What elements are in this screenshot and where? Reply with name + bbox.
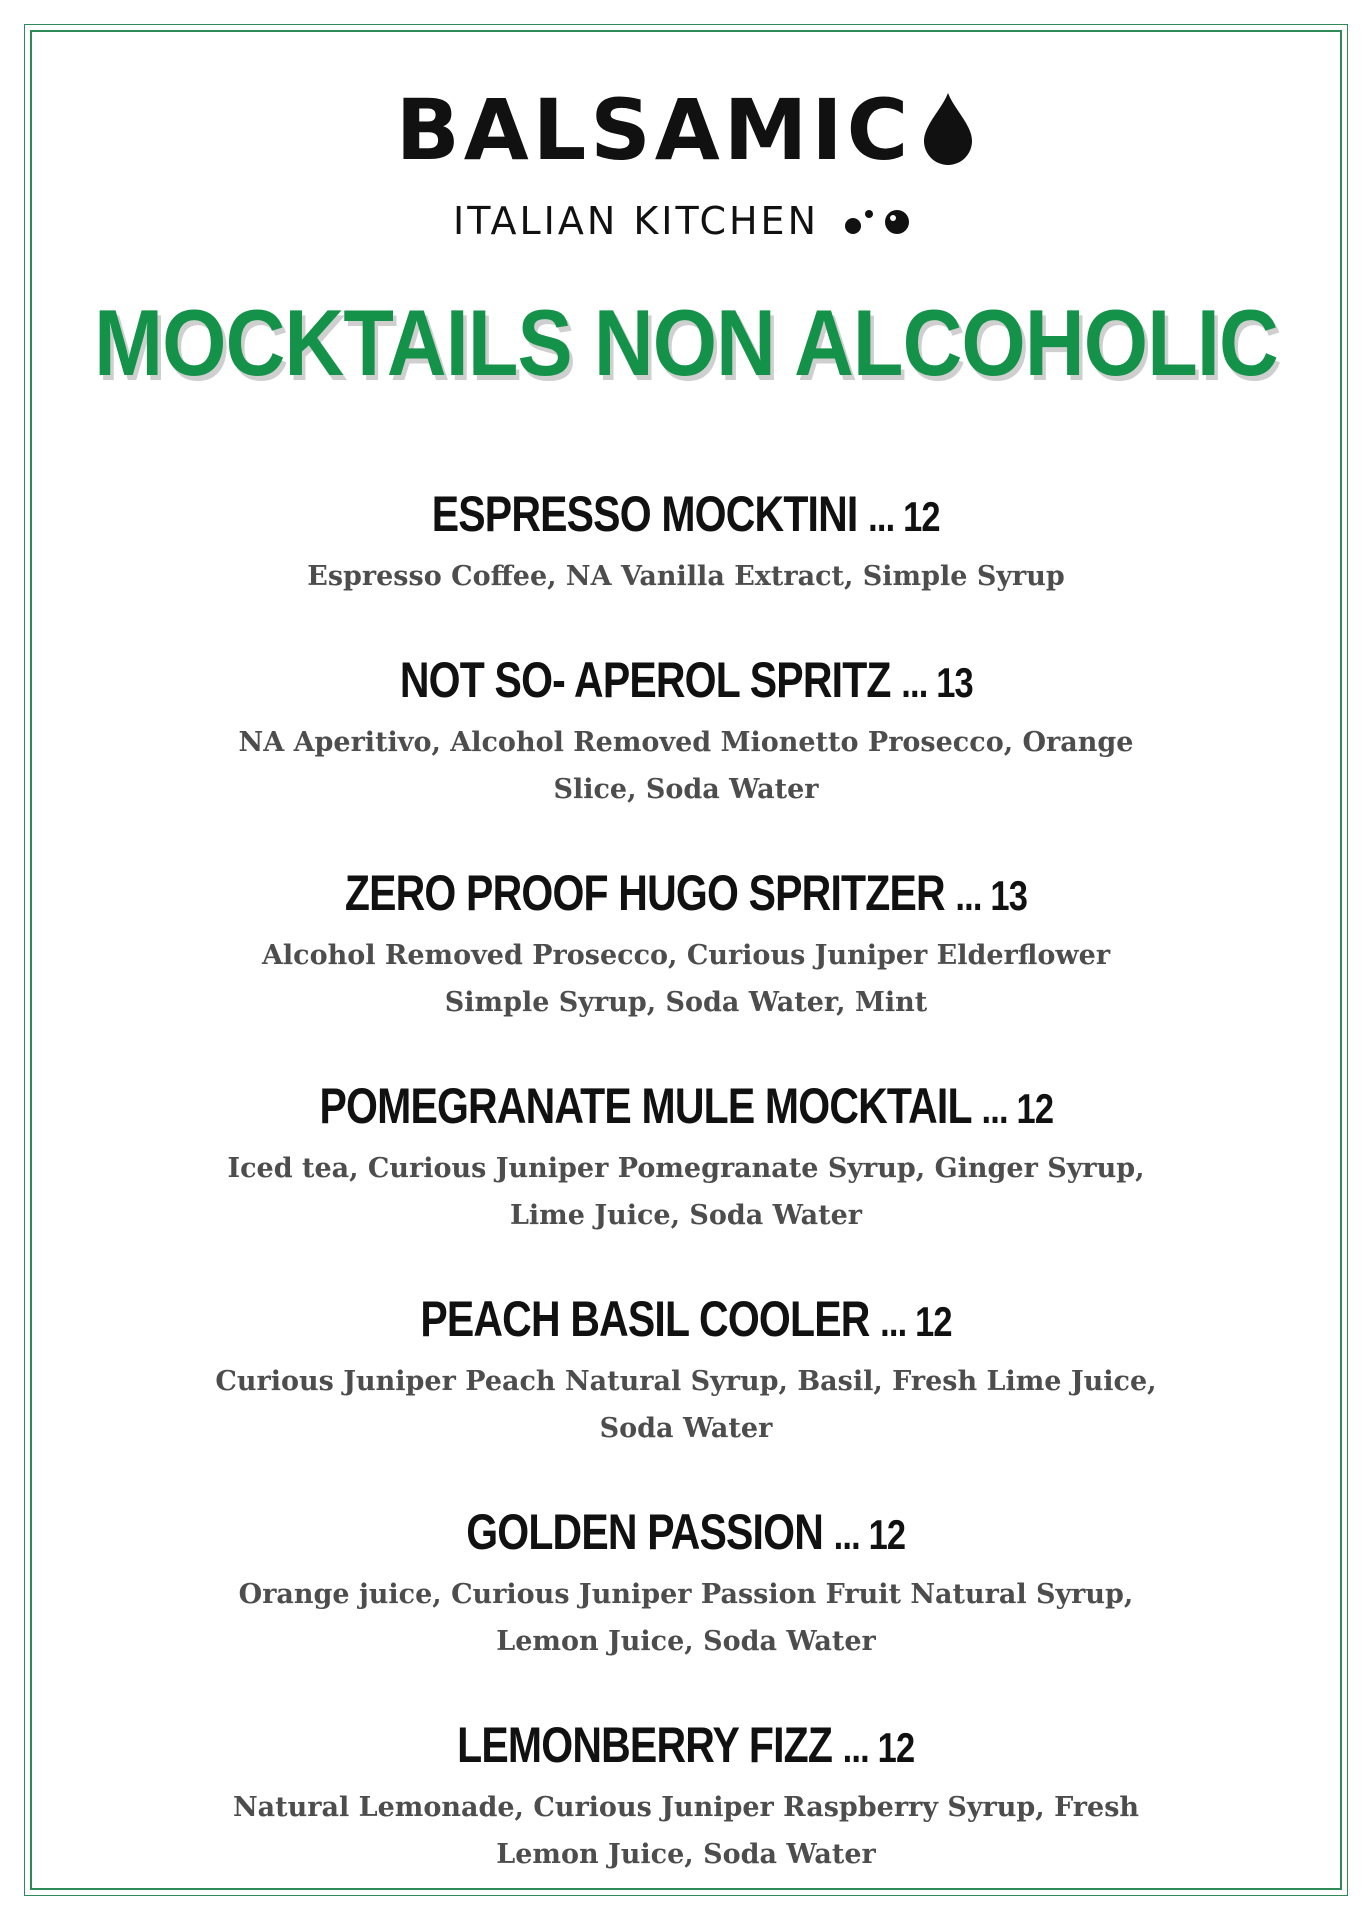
menu-item-description: Iced tea, Curious Juniper Pomegranate Syrup, Ginger Syrup, Lime Juice, Soda Water [227, 1153, 1145, 1231]
dots-icon [839, 204, 919, 238]
menu-item-title [345, 863, 1027, 926]
menu-item-title [466, 1502, 905, 1565]
menu-item-name: LEMONBERRY FIZZ [457, 1717, 833, 1773]
menu-item-name: GOLDEN PASSION [466, 1504, 824, 1560]
menu-item-description: NA Aperitivo, Alcohol Removed Mionetto Prosecco, Orange Slice, Soda Water [238, 727, 1134, 805]
menu-item-price: ... 12 [833, 1511, 906, 1558]
menu-item-price: ... 13 [900, 659, 973, 706]
menu-item-title [420, 1289, 951, 1352]
brand-subtitle: ITALIAN KITCHEN [453, 199, 819, 243]
menu-items-list [0, 484, 1372, 1928]
menu-item-description: Alcohol Removed Prosecco, Curious Juniper Elderflower Simple Syrup, Soda Water, Mint [261, 940, 1111, 1018]
brand-name: BALSAMIC [395, 81, 913, 179]
menu-item [0, 1715, 1372, 1878]
menu-item-description: Espresso Coffee, NA Vanilla Extract, Simple Syrup [307, 561, 1065, 592]
menu-item [0, 1502, 1372, 1665]
menu-item-price: ... 12 [981, 1085, 1053, 1132]
menu-item [0, 650, 1372, 813]
brand-logo [0, 81, 1372, 243]
menu-item-name: ESPRESSO MOCKTINI [432, 486, 858, 542]
menu-item-title [319, 1076, 1053, 1139]
menu-section-title: MOCKTAILS NON ALCOHOLIC [94, 290, 1278, 395]
menu-item-title [457, 1715, 914, 1778]
menu-item-description: Orange juice, Curious Juniper Passion Fruit Natural Syrup, Lemon Juice, Soda Water [238, 1579, 1134, 1657]
menu-item-description: Curious Juniper Peach Natural Syrup, Basil, Fresh Lime Juice, Soda Water [215, 1366, 1157, 1444]
menu-item [0, 863, 1372, 1026]
menu-item-name: ZERO PROOF HUGO SPRITZER [344, 865, 945, 921]
menu-item-price: ... 12 [880, 1298, 952, 1345]
menu-item-price: ... 12 [868, 493, 940, 540]
menu-item-title [432, 484, 940, 547]
menu-item-price: ... 13 [955, 872, 1028, 919]
menu-item-title [399, 650, 972, 713]
menu-item-name: NOT SO- APEROL SPRITZ [399, 652, 891, 708]
oil-drop-icon [920, 91, 976, 169]
menu-item [0, 484, 1372, 600]
menu-item-name: PEACH BASIL COOLER [420, 1291, 870, 1347]
menu-item [0, 1076, 1372, 1239]
menu-item [0, 1289, 1372, 1452]
menu-item-description: Natural Lemonade, Curious Juniper Raspberry Syrup, Fresh Lemon Juice, Soda Water [232, 1792, 1140, 1870]
menu-item-price: ... 12 [842, 1724, 915, 1771]
menu-item-name: POMEGRANATE MULE MOCKTAIL [319, 1078, 971, 1134]
